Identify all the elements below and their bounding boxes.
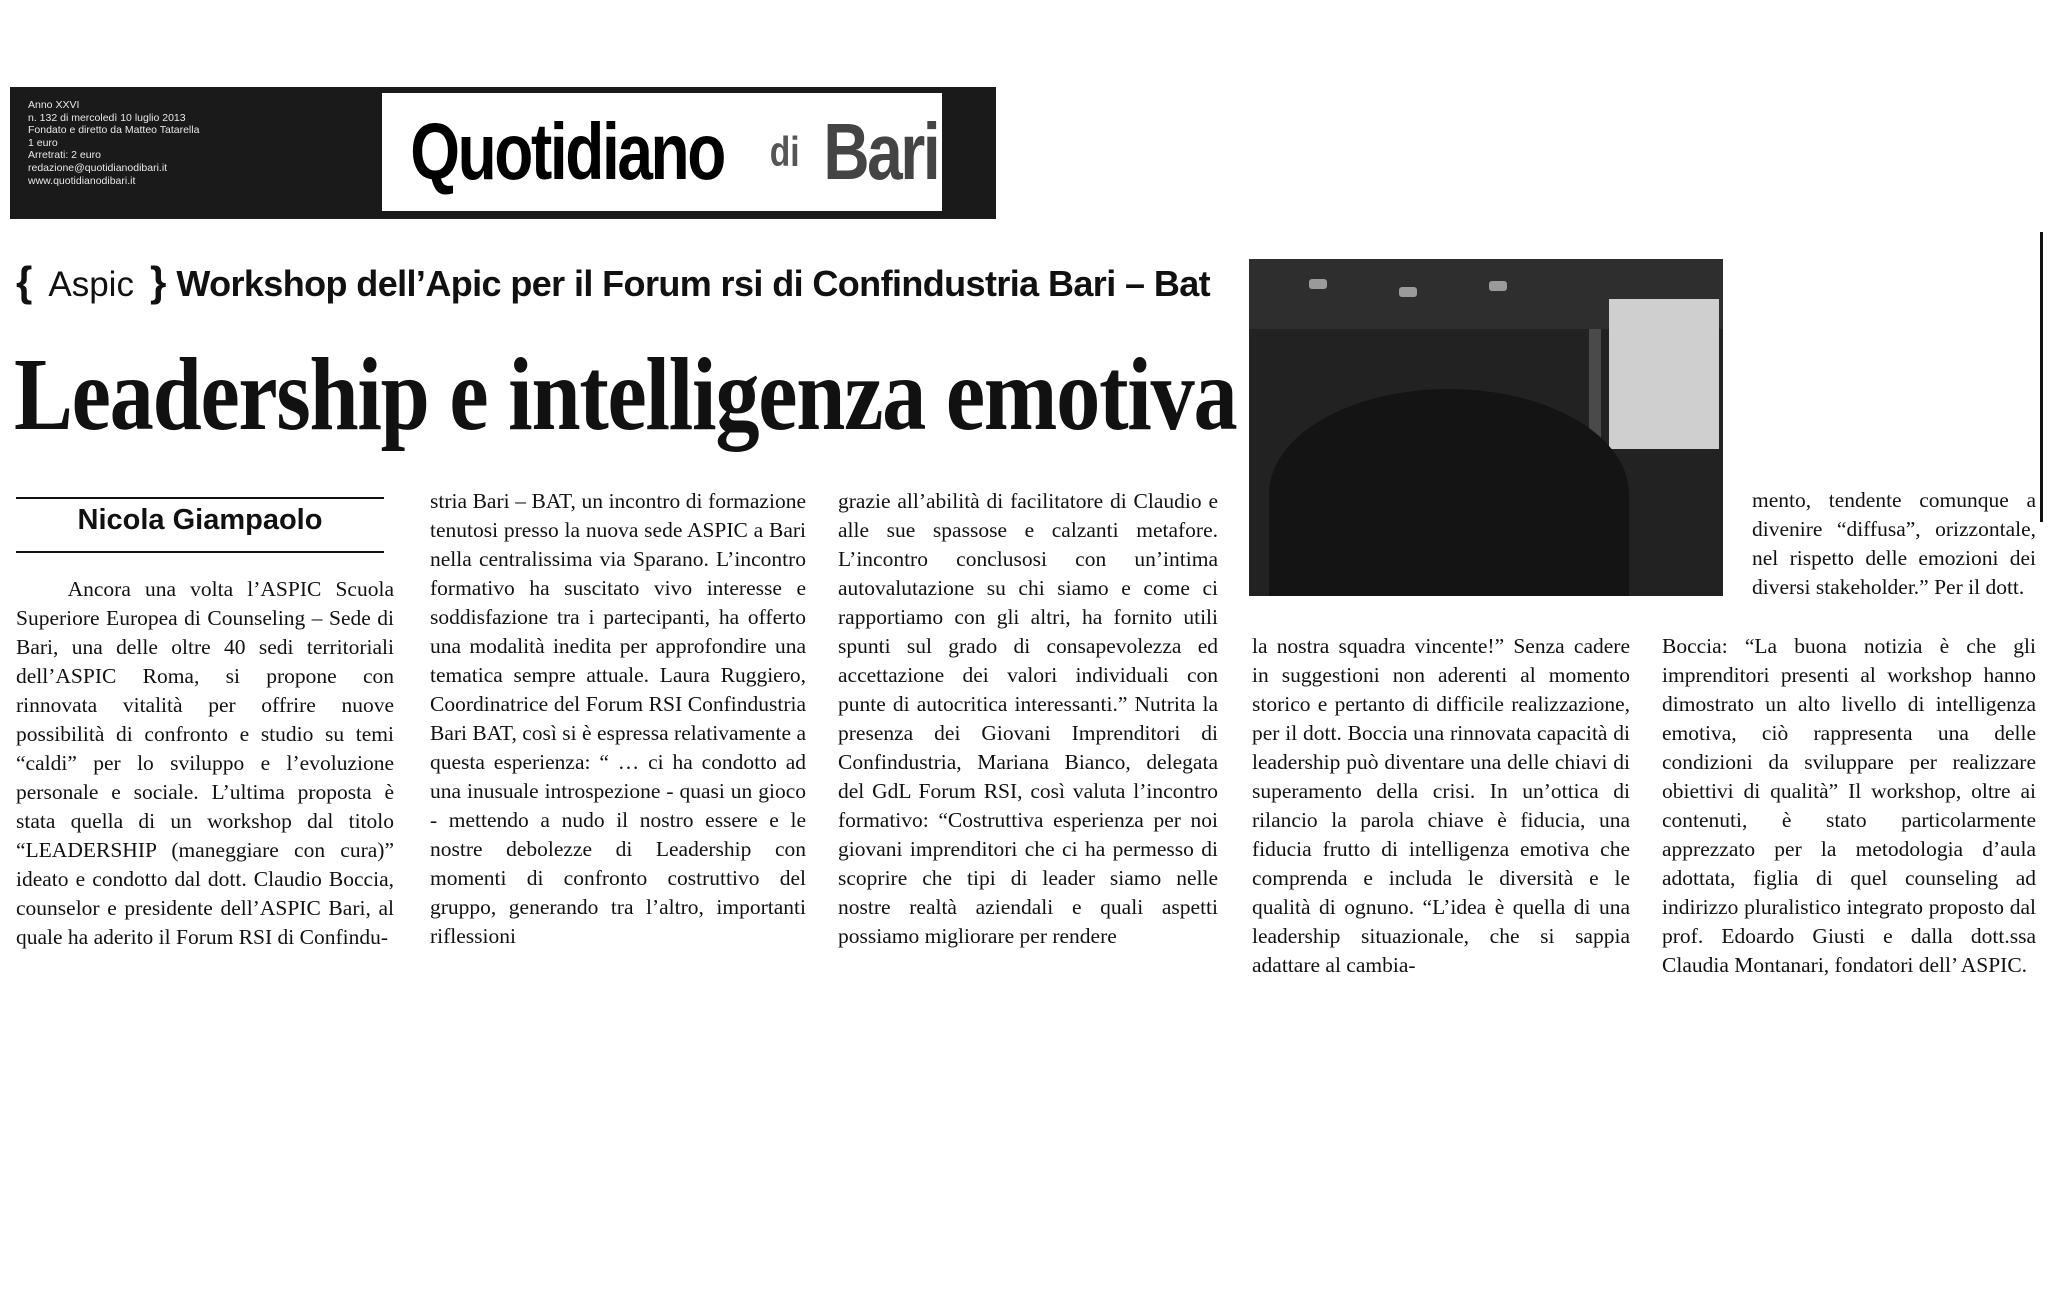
article-column-3	[838, 487, 1218, 951]
byline: Nicola Giampaolo	[77, 504, 323, 536]
section-tag: Aspic	[48, 265, 134, 304]
photo-window	[1609, 299, 1719, 449]
masthead-info-line: www.quotidianodibari.it	[28, 174, 136, 187]
byline-rule-top	[16, 497, 384, 499]
article-column-2	[430, 487, 806, 951]
page-edge-rule	[2040, 232, 2043, 522]
brace-close: }	[149, 258, 167, 305]
article-column-5-top	[1752, 486, 2036, 602]
newspaper-logo	[382, 93, 942, 211]
byline-rule-bottom	[16, 551, 384, 553]
brace-open: {	[16, 258, 33, 305]
masthead	[10, 87, 996, 219]
column-1-text: Ancora una volta l’ASPIC Scuola Superiore Europea di Counseling – Sede di Bari, una delle oltre 40 sedi territoriali dell’ASPIC Roma, si propone con rinnovata vitalità per offrire nuove possibilità di confronto e studio su temi “caldi” per lo sviluppo e l’evoluzione personale e sociale. L’ultima proposta è stata quella di un workshop dal titolo “LEADERSHIP (maneggiare con cura)” ideato e condotto dal dott. Claudio Boccia, counselor e presidente dell’ASPIC Bari, al quale ha aderito il Forum RSI di Confindu-	[16, 577, 394, 949]
masthead-info-line: redazione@quotidianodibari.it	[28, 161, 168, 174]
logo-main-text: Quotidiano	[410, 107, 725, 196]
column-2-text: stria Bari – BAT, un incontro di formazione tenutosi presso la nuova sede ASPIC a Bari nella centralissima via Sparano. L’incontro formativo ha suscitato vivo interesse e soddisfazione tra i partecipanti, ha offerto una modalità inedita per approfondire una tematica sempre attuale. Laura Ruggiero, Coordinatrice del Forum RSI Confindustria Bari BAT, così si è espressa relativamente a questa esperienza: “ … ci ha condotto ad una inusuale introspezione - quasi un gioco - mettendo a nudo il nostro essere e le nostre debolezze di Leadership con momenti di confronto costruttivo del gruppo, generando tra l’altro, importanti riflessioni	[430, 489, 806, 948]
article-column-5-bottom	[1662, 632, 2036, 980]
article-photo	[1249, 259, 1723, 596]
photo-lamp	[1399, 287, 1417, 297]
masthead-info-line: Fondato e diretto da Matteo Tatarella	[28, 124, 200, 137]
article-column-4	[1252, 632, 1630, 980]
photo-window-frame	[1589, 329, 1601, 439]
photo-lamp	[1309, 279, 1327, 289]
masthead-info-line: n. 132 di mercoledì 10 luglio 2013	[28, 111, 186, 124]
article-kicker	[16, 258, 1210, 306]
photo-audience	[1269, 389, 1629, 596]
masthead-info-line: Arretrati: 2 euro	[28, 149, 101, 162]
column-5-bottom-text: Boccia: “La buona notizia è che gli imprenditori presenti al workshop hanno dimostrato un alto livello di intelligenza emotiva, ciò rappresenta una delle condizioni da sviluppare per realizzare obiettivi di qualità” Il workshop, oltre ai contenuti, è stato particolarmente apprezzato per la metodologia d’aula adottata, figlia di quel counseling ad indirizzo pluralistico integrato proposto dal prof. Edoardo Giusti e dalla dott.ssa Claudia Montanari, fondatori dell’ ASPIC.	[1662, 634, 2036, 977]
article-column-1	[16, 575, 394, 952]
photo-lamp	[1489, 281, 1507, 291]
masthead-info	[28, 99, 199, 187]
column-4-text: la nostra squadra vincente!” Senza cadere in suggestioni non aderenti al momento storico e pertanto di difficile realizzazione, per il dott. Boccia una rinnovata capacità di leadership può diventare una delle chiavi di superamento della crisi. In un’ottica di rilancio la parola chiave è fiducia, una fiducia frutto di intelligenza emotiva che comprenda e includa le diversità e le qualità di ognuno. “L’idea è quella di una leadership situazionale, che si sappia adattare al cambia-	[1252, 634, 1630, 977]
masthead-info-line: Anno XXVI	[28, 99, 80, 111]
article-headline: Leadership e intelligenza emotiva	[14, 337, 1237, 452]
logo-city-text: Bari	[823, 107, 939, 196]
logo-di-text: di	[769, 128, 800, 175]
column-3-text: grazie all’abilità di facilitatore di Claudio e alle sue spassose e calzanti metafore. L’incontro conclusosi con un’intima autovalutazione su chi siamo e come ci rapportiamo con gli altri, ha fornito utili spunti sul grado di consapevolezza ed accettazione dei valori individuali con punte di autocritica interessanti.” Nutrita la presenza dei Giovani Imprenditori di Confindustria, Mariana Bianco, delegata del GdL Forum RSI, così valuta l’incontro formativo: “Costruttiva esperienza per noi giovani imprenditori che ci ha permesso di scoprire che tipi di leader siamo nelle nostre realtà aziendali e quali aspetti possiamo migliorare per rendere	[838, 489, 1218, 948]
masthead-info-line: 1 euro	[28, 136, 58, 149]
column-5-top-text: mento, tendente comunque a divenire “diffusa”, orizzontale, nel rispetto delle emozioni dei diversi stakeholder.” Per il dott.	[1752, 488, 2036, 599]
kicker-text: Workshop dell’Apic per il Forum rsi di Confindustria Bari – Bat	[176, 263, 1211, 304]
